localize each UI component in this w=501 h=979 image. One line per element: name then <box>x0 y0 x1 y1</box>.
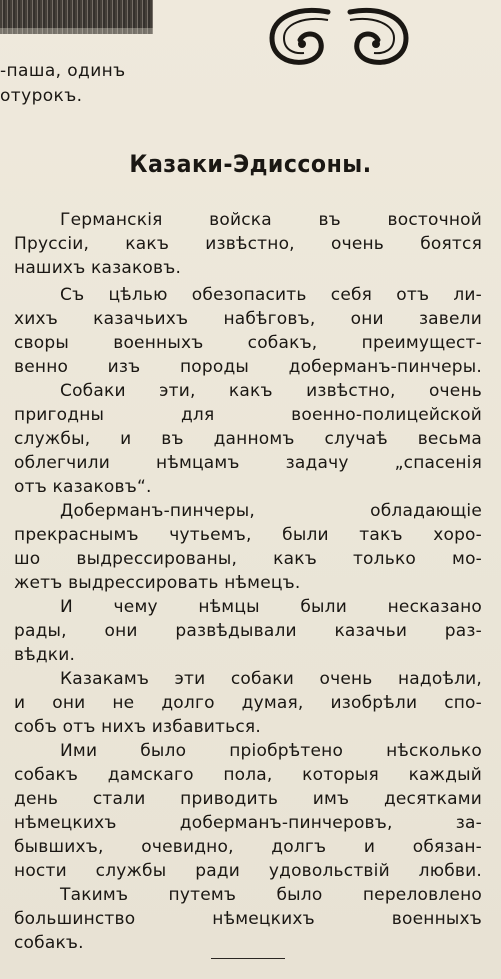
text-line: собъ отъ нихъ избавиться. <box>14 717 261 737</box>
text-line: Пруссіи, какъ извѣстно, очень боятся <box>14 234 482 254</box>
text-line: день стали приводить имъ десятками <box>14 789 482 809</box>
previous-article-line-1: -паша, одинъ <box>0 61 126 81</box>
text-line: облегчили нѣмцамъ задачу „спасенія <box>14 453 482 473</box>
text-line: И чему нѣмцы были несказано <box>60 597 482 617</box>
text-line: ности службы ради удовольствій любви. <box>14 861 482 881</box>
previous-article-line-2: отурокъ. <box>0 86 83 106</box>
text-line: жетъ выдрессировать нѣмецъ. <box>14 573 301 593</box>
article-title: Казаки-Эдиссоны. <box>129 150 372 178</box>
text-line: нашихъ казаковъ. <box>14 258 182 278</box>
text-line: шо выдрессированы, какъ только мо- <box>14 549 482 569</box>
text-line: собакъ. <box>14 933 84 953</box>
text-line: Германскія войска въ восточной <box>60 210 482 230</box>
text-line: пригодны для военно-полицейской <box>14 405 482 425</box>
text-line: своры военныхъ собакъ, преимущест- <box>14 333 482 353</box>
text-line: нѣмецкихъ доберманъ-пинчеровъ, за- <box>14 813 482 833</box>
text-line: собакъ дамскаго пола, которыя каждый <box>14 765 482 785</box>
end-rule <box>211 958 285 959</box>
scroll-ornament-icon <box>266 4 412 68</box>
text-line: бывшихъ, очевидно, долгъ и обязан- <box>14 837 482 857</box>
text-line: Собаки эти, какъ извѣстно, очень <box>60 381 482 401</box>
text-line: службы, и въ данномъ случаѣ весьма <box>14 429 482 449</box>
text-line: отъ казаковъ“. <box>14 477 152 497</box>
text-line: и они не долго думая, изобрѣли спо- <box>14 693 482 713</box>
text-line: Доберманъ-пинчеры, обладающіе <box>60 501 482 521</box>
previous-illustration-fragment <box>0 0 153 34</box>
text-line: Ими было пріобрѣтено нѣсколько <box>60 741 482 761</box>
text-line: вѣдки. <box>14 645 76 665</box>
text-line: рады, они развѣдывали казачьи раз- <box>14 621 482 641</box>
text-line: хихъ казачьихъ набѣговъ, они завели <box>14 309 482 329</box>
text-line: большинство нѣмецкихъ военныхъ <box>14 909 482 929</box>
text-line: прекраснымъ чутьемъ, были такъ хоро- <box>14 525 482 545</box>
text-line: Съ цѣлью обезопасить себя отъ ли- <box>60 285 482 305</box>
text-line: венно изъ породы доберманъ-пинчеры. <box>14 357 482 377</box>
text-line: Казакамъ эти собаки очень надоѣли, <box>60 669 482 689</box>
text-line: Такимъ путемъ было переловлено <box>60 885 482 905</box>
